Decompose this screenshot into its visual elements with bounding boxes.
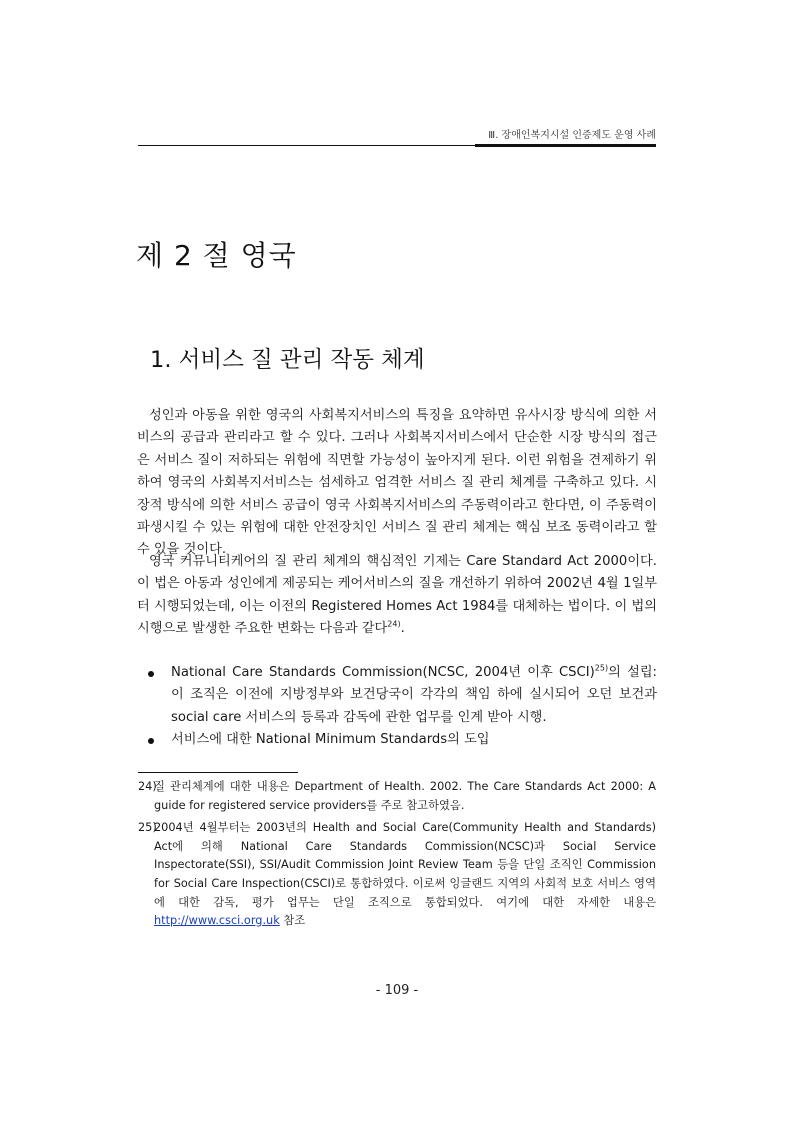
chapter-title: 제 2 절 영국 xyxy=(136,239,297,272)
list-item xyxy=(137,662,657,729)
paragraph-text: 영국 커뮤니티케어의 질 관리 체계의 핵심적인 기제는 Care Standard Act 2000이다. 이 법은 아동과 성인에게 제공되는 케어서비스의 질을 개선하기 위하여 2002년 4월 1일부터 시행되었는데, 이는 이전의 Registered Homes Act 1984를 대체하는 법이다. 이 법의 시행으로 발생한 주요한 변화는 다음과 같다 xyxy=(137,554,657,637)
list-item-text: National Care Standards Commission(NCSC, 2004년 이후 CSCI) xyxy=(171,665,595,680)
list-item xyxy=(137,729,657,751)
csci-link[interactable]: http://www.csci.org.uk xyxy=(154,914,280,928)
body-paragraph-2 xyxy=(137,551,657,641)
footnote-text: 질 관리체계에 대한 내용은 Department of Health. 2002. The Care Standards Act 2000: A guide for registered service providers를 주로 참고하였음. xyxy=(154,780,656,812)
bullet-icon xyxy=(148,671,154,677)
paragraph-text-end: . xyxy=(400,621,405,637)
bullet-icon xyxy=(148,738,154,744)
footnote-ref-24: 24) xyxy=(387,619,401,629)
footnote-separator xyxy=(138,772,298,773)
footnotes xyxy=(138,778,656,935)
footnote-text: 2004년 4월부터는 2003년의 Health and Social Care(Community Health and Standards) Act에 의해 National Care Standards Commission(NCSC)과 Social Service Inspectorate(SSI), SSI/Audit Commission Joint Review Team 등을 단일 조직인 Commission for Social Care Inspection(CSCI)로 통합하였다. 이로써 잉글랜드 지역의 사회적 보호 서비스 영역에 대한 감독, 평가 업무는 단일 조직으로 통합되었다. 여기에 대한 자세한 내용은 xyxy=(154,821,656,909)
section-title: 1. 서비스 질 관리 작동 체계 xyxy=(150,347,425,373)
bullet-list xyxy=(137,662,657,752)
list-item-text-end: 의 설립: 이 조직은 이전에 지방정부와 보건당국이 각각의 책임 하에 실시되어 오던 보건과 social care 서비스의 등록과 감독에 관한 업무를 인계 받아 시행. xyxy=(171,665,657,725)
footnote-text-end: 참조 xyxy=(279,914,306,928)
footnote-number: 24) xyxy=(138,780,157,793)
footnote-24 xyxy=(138,778,656,815)
footnote-ref-25: 25) xyxy=(594,663,609,673)
list-item-text: 서비스에 대한 National Minimum Standards의 도입 xyxy=(171,732,490,748)
footnote-25 xyxy=(138,819,656,931)
page-number: - 109 - xyxy=(375,983,419,998)
body-paragraph-1: 성인과 아동을 위한 영국의 사회복지서비스의 특징을 요약하면 유사시장 방식에 의한 서비스의 공급과 관리라고 할 수 있다. 그러나 사회복지서비스에서 단순한 시장 방식의 접근은 서비스 질이 저하되는 위험에 직면할 가능성이 높아지게 된다. 이런 위험을 견제하기 위하여 영국의 사회복지서비스는 섬세하고 엄격한 서비스 질 관리 체계를 구축하고 있다. 시장적 방식에 의한 서비스 공급이 영국 사회복지서비스의 주동력이라고 한다면, 이 주동력이 파생시킬 수 있는 위험에 대한 안전장치인 서비스 질 관리 체계는 핵심 보조 동력이라고 할 수 있을 것이다. xyxy=(137,408,657,558)
running-header: Ⅲ. 장애인복지시설 인증제도 운영 사례 xyxy=(488,130,656,141)
footnote-number: 25) xyxy=(138,821,157,835)
header-rule-accent xyxy=(475,144,656,147)
